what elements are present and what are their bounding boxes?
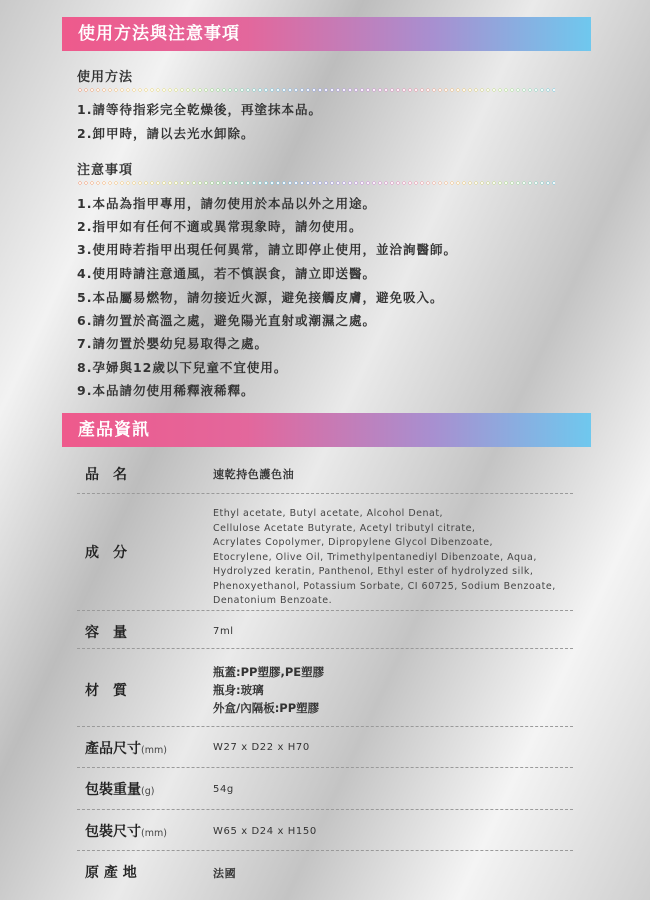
row-separator	[77, 648, 573, 649]
ingredient-line: Hydrolyzed keratin, Panthenol, Ethyl ester of hydrolyzed silk,	[213, 566, 534, 577]
capacity-label: 容 量	[85, 625, 127, 641]
weight-label	[85, 779, 154, 799]
size-value: W27 x D22 x H70	[213, 742, 310, 753]
usage-item: 1.請等待指彩完全乾燥後，再塗抹本品。	[77, 102, 322, 117]
size-unit: (mm)	[141, 745, 167, 756]
caution-item: 8.孕婦與12歲以下兒童不宜使用。	[77, 360, 288, 375]
product-info-banner: 產品資訊	[62, 413, 591, 447]
package-size-value: W65 x D24 x H150	[213, 826, 317, 837]
usage-caution-banner: 使用方法與注意事項	[62, 17, 591, 51]
origin-value: 法國	[213, 867, 237, 880]
usage-title: 使用方法	[77, 70, 134, 85]
material-line: 瓶蓋:PP塑膠,PE塑膠	[213, 665, 325, 679]
weight-value: 54g	[213, 784, 234, 795]
name-value: 速乾持色護色油	[213, 468, 295, 481]
row-separator	[77, 809, 573, 810]
dotted-divider	[77, 88, 555, 92]
material-list	[213, 663, 324, 717]
caution-item: 1.本品為指甲專用，請勿使用於本品以外之用途。	[77, 196, 376, 211]
dotted-divider	[77, 181, 555, 185]
caution-item: 3.使用時若指甲出現任何異常，請立即停止使用，並洽詢醫師。	[77, 242, 457, 257]
caution-item: 4.使用時請注意通風，若不慎誤食，請立即送醫。	[77, 266, 376, 281]
row-separator	[77, 493, 573, 494]
ingredient-line: Cellulose Acetate Butyrate, Acetyl tributyl citrate,	[213, 522, 476, 534]
caution-item: 6.請勿置於高溫之處，避免陽光直射或潮濕之處。	[77, 313, 376, 328]
size-label	[85, 738, 167, 758]
package-size-label	[85, 821, 167, 841]
row-separator	[77, 850, 573, 851]
material-line: 瓶身:玻璃	[213, 683, 264, 697]
ingredient-line: Acrylates Copolymer, Dipropylene Glycol Dibenzoate,	[213, 537, 494, 548]
ingredient-line: Denatonium Benzoate.	[213, 595, 333, 606]
row-separator	[77, 610, 573, 611]
caution-item: 2.指甲如有任何不適或異常現象時，請勿使用。	[77, 219, 363, 234]
weight-unit: (g)	[141, 786, 155, 797]
usage-item: 2.卸甲時，請以去光水卸除。	[77, 126, 255, 141]
caution-item: 7.請勿置於嬰幼兒易取得之處。	[77, 336, 268, 351]
caution-item: 9.本品請勿使用稀釋液稀釋。	[77, 383, 255, 398]
package-size-label-text: 包裝尺寸	[85, 824, 141, 840]
origin-label: 原 產 地	[85, 865, 137, 881]
package-size-unit: (mm)	[141, 828, 167, 839]
capacity-value: 7ml	[213, 626, 234, 637]
row-separator	[77, 726, 573, 727]
weight-label-text: 包裝重量	[85, 782, 141, 798]
material-label: 材 質	[85, 683, 127, 699]
name-label: 品 名	[85, 467, 127, 483]
ingredients-label: 成 分	[85, 545, 127, 561]
caution-title: 注意事項	[77, 163, 134, 178]
ingredients-list	[213, 507, 593, 609]
material-line: 外盒/內隔板:PP塑膠	[213, 701, 320, 715]
row-separator	[77, 767, 573, 768]
size-label-text: 產品尺寸	[85, 741, 141, 757]
ingredient-line: Ethyl acetate, Butyl acetate, Alcohol Denat,	[213, 508, 444, 519]
caution-item: 5.本品屬易燃物，請勿接近火源，避免接觸皮膚，避免吸入。	[77, 290, 444, 305]
ingredient-line: Etocrylene, Olive Oil, Trimethylpentanediyl Dibenzoate, Aqua,	[213, 551, 537, 563]
ingredient-line: Phenoxyethanol, Potassium Sorbate, CI 60725, Sodium Benzoate,	[213, 580, 556, 592]
